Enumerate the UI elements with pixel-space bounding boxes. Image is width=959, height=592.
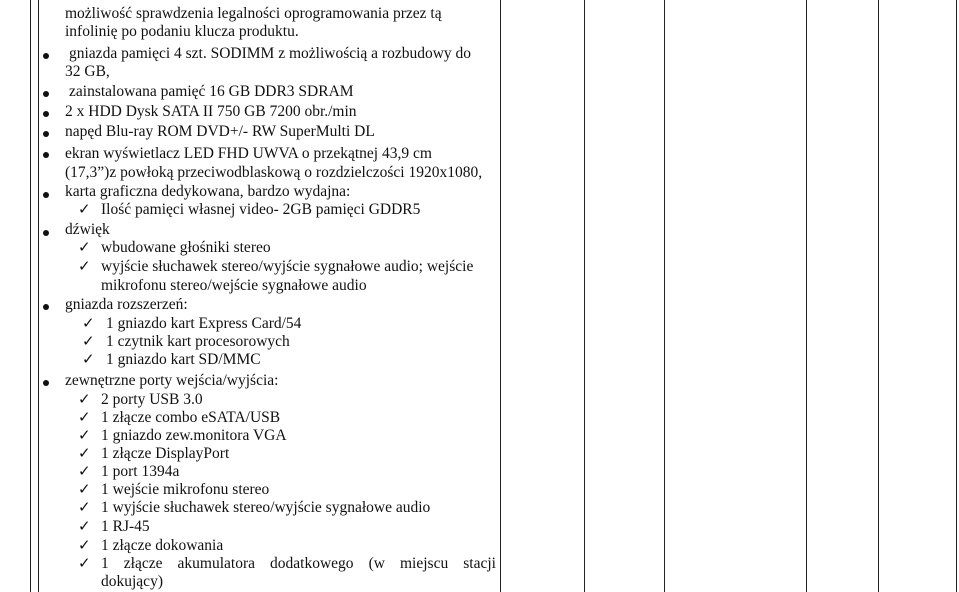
checkmark-icon: ✓ [78,500,91,516]
checkmark-icon: ✓ [82,352,95,368]
specification-cell [40,0,500,592]
spec-item-text: (17,3”)z powłoką przeciwodblaskową o rozdzielczości 1920x1080, [65,164,483,181]
word: stacji [463,555,496,572]
bullet-icon [43,111,49,117]
sub-item-text: 1 port 1394a [101,463,180,480]
sub-item-text: 1 wejście mikrofonu stereo [101,481,270,498]
spec-item-text: zewnętrzne porty wejścia/wyjścia: [65,372,279,389]
table-border-mid-3 [664,0,665,592]
bullet-icon [43,380,49,386]
sub-item-text: wyjście słuchawek stereo/wyjście sygnałowe audio; wejście [101,258,474,275]
intro-line: infolinię po podaniu klucza produktu. [65,23,299,40]
table-border-inner-left [38,0,39,592]
intro-line: możliwość sprawdzenia legalności oprogramowania przez tą [65,5,442,22]
sub-item-text: 1 czytnik kart procesorowych [106,333,290,350]
table-border-right [956,0,957,592]
checkmark-icon: ✓ [78,202,91,218]
sub-item-text: dokujący) [101,573,163,590]
bullet-icon [43,131,49,137]
checkmark-icon: ✓ [78,259,91,275]
checkmark-icon: ✓ [82,316,95,332]
spec-item-text: dźwięk [65,221,110,238]
spec-item-text: 2 x HDD Dysk SATA II 750 GB 7200 obr./min [65,103,357,120]
sub-item-text: 1 złącze dokowania [101,537,224,554]
checkmark-icon: ✓ [78,392,91,408]
spec-item-text: ekran wyświetlacz LED FHD UWVA o przekątnej 43,9 cm [65,145,432,162]
checkmark-icon: ✓ [78,556,91,572]
word: złącze [123,555,163,572]
checkmark-icon: ✓ [78,446,91,462]
bullet-icon [43,304,49,310]
sub-item-text: 2 porty USB 3.0 [101,391,203,408]
checkmark-icon: ✓ [78,428,91,444]
word: dodatkowego [270,555,354,572]
sub-item-text: 1 RJ-45 [101,518,150,535]
checkmark-icon: ✓ [82,334,95,350]
word: miejscu [399,555,449,572]
checkmark-icon: ✓ [78,464,91,480]
table-border-mid-4 [806,0,807,592]
word: 1 [101,555,109,572]
spec-item-text: napęd Blu-ray ROM DVD+/- RW SuperMulti DL [65,123,375,140]
sub-item-text: 1 wyjście słuchawek stereo/wyjście sygnałowe audio [101,499,431,516]
bullet-icon [43,53,49,59]
table-border-mid-5 [878,0,879,592]
bullet-icon [43,230,49,236]
spec-item-text: zainstalowana pamięć 16 GB DDR3 SDRAM [69,83,354,100]
spec-item-text: karta graficzna dedykowana, bardzo wydajna: [65,183,351,200]
checkmark-icon: ✓ [78,410,91,426]
checkmark-icon: ✓ [78,482,91,498]
sub-item-text-justified [101,555,496,573]
spec-item-text: gniazda pamięci 4 szt. SODIMM z możliwością a rozbudowy do [69,45,472,62]
word: (w [368,555,385,572]
sub-item-text: mikrofonu stereo/wejście sygnałowe audio [101,277,367,294]
checkmark-icon: ✓ [78,538,91,554]
table-border-mid-2 [584,0,585,592]
sub-item-text: 1 złącze DisplayPort [101,445,230,462]
sub-item-text: 1 gniazdo kart Express Card/54 [106,315,302,332]
sub-item-text: 1 gniazdo zew.monitora VGA [101,427,287,444]
sub-item-text: Ilość pamięci własnej video- 2GB pamięci GDDR5 [101,201,421,218]
bullet-icon [43,91,49,97]
sub-item-text: 1 złącze combo eSATA/USB [101,409,281,426]
checkmark-icon: ✓ [78,519,91,535]
table-border-mid-1 [500,0,501,592]
bullet-icon [43,192,49,198]
checkmark-icon: ✓ [78,240,91,256]
bullet-icon [43,152,49,158]
table-border-left [30,0,31,592]
word: akumulatora [177,555,256,572]
sub-item-text: wbudowane głośniki stereo [101,239,271,256]
spec-item-text: gniazda rozszerzeń: [65,296,188,313]
sub-item-text: 1 gniazdo kart SD/MMC [106,351,261,368]
spec-item-text: 32 GB, [65,63,110,80]
